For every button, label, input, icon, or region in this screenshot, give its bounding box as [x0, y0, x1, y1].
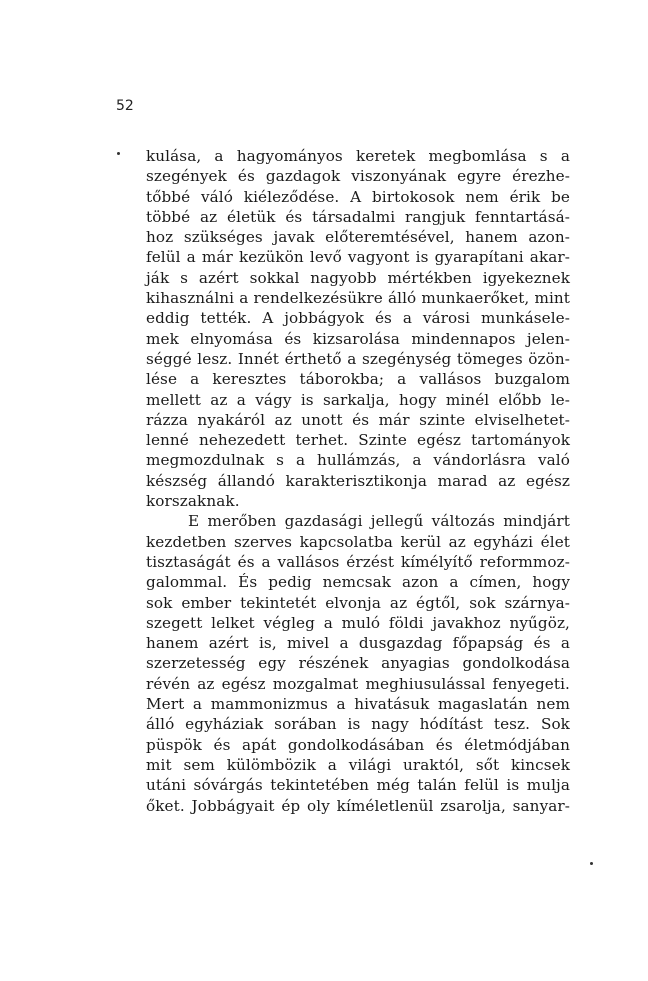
text-line: révén az egész mozgalmat meghiusulással fenyegeti. — [146, 674, 570, 693]
text-line: utáni sóvárgás tekintetében még talán felül is mulja — [146, 776, 570, 795]
text-line: lenné nehezedett terhet. Szinte egész tartományok — [146, 431, 570, 450]
text-line: megmozdulnak s a hullámzás, a vándorlásra való — [146, 451, 570, 470]
text-line: lése a keresztes táborokba; a vallásos buzgalom — [146, 370, 570, 389]
text-line: őket. Jobbágyait ép oly kíméletlenül zsarolja, sanyar- — [146, 796, 570, 815]
text-line: mit sem külömbözik a világi uraktól, sőt kincsek — [146, 755, 570, 774]
text-line: többé az életük és társadalmi rangjuk fenntartásá- — [146, 207, 570, 226]
text-line: kihasználni a rendelkezésükre álló munkaerőket, mint — [146, 289, 570, 308]
text-line: kulása, a hagyományos keretek megbomlása s a — [146, 147, 570, 165]
paragraph-1 — [146, 146, 570, 511]
text-line: szegények és gazdagok viszonyának egyre érezhe- — [146, 167, 570, 186]
text-line: tisztaságát és a vallásos érzést kímélyítő reformmoz- — [146, 552, 570, 571]
text-line: mek elnyomása és kizsarolása mindennapos jelen- — [146, 329, 570, 348]
text-line: hoz szükséges javak előteremtésével, hanem azon- — [146, 228, 570, 247]
text-line: álló egyháziak sorában is nagy hódítást tesz. Sok — [146, 715, 570, 734]
text-line: szegett lelket végleg a muló földi javakhoz nyűgöz, — [146, 613, 570, 632]
text-line: ják s azért sokkal nagyobb mértékben igyekeznek — [146, 268, 570, 287]
stray-mark — [117, 152, 120, 155]
text-line: tőbbé váló kiéleződése. A birtokosok nem érik be — [146, 187, 570, 206]
text-line: kezdetben szerves kapcsolatba kerül az egyházi élet — [146, 532, 570, 551]
text-line: szerzetesség egy részének anyagias gondolkodása — [146, 654, 570, 673]
text-line: püspök és apát gondolkodásában és életmódjában — [146, 735, 570, 754]
text-line: rázza nyakáról az unott és már szinte elviselhetet- — [146, 410, 570, 429]
body-text — [146, 146, 570, 816]
text-line: hanem azért is, mivel a dusgazdag főpapság és a — [146, 634, 570, 653]
text-line: galommal. És pedig nemcsak azon a címen, hogy — [146, 573, 570, 592]
text-line: séggé lesz. Innét érthető a szegénység tömeges özön- — [146, 349, 570, 368]
text-line: Mert a mammonizmus a hivatásuk magaslatán nem — [146, 695, 570, 714]
text-line: mellett az a vágy is sarkalja, hogy minél előbb le- — [146, 390, 570, 409]
text-line: sok ember tekintetét elvonja az égtől, sok szárnya- — [146, 593, 570, 612]
text-line: készség állandó karakterisztikonja marad az egész — [146, 471, 570, 490]
page-number: 52 — [116, 98, 134, 114]
paragraph-2 — [146, 511, 570, 815]
text-line: eddig tették. A jobbágyok és a városi munkásele- — [146, 309, 570, 328]
stray-mark — [590, 862, 593, 865]
text-line: E merőben gazdasági jellegű változás mindjárt — [188, 512, 570, 531]
text-line: korszaknak. — [146, 492, 240, 511]
text-line: felül a már kezükön levő vagyont is gyarapítani akar- — [146, 248, 570, 267]
